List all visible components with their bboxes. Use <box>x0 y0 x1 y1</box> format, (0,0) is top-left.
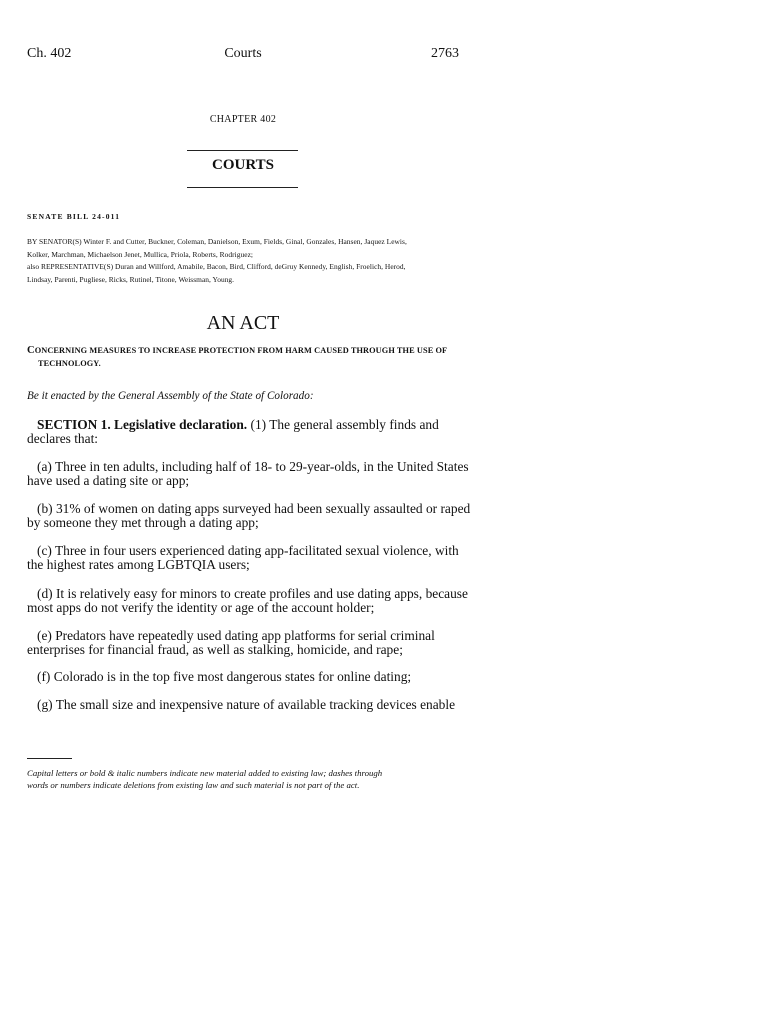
section-1-line <box>27 418 459 432</box>
bill-number: SENATE BILL 24-011 <box>27 212 121 221</box>
concerning-line-2: TECHNOLOGY. <box>38 358 101 368</box>
declaration-paragraph-g <box>27 698 459 712</box>
chapter-reference: Ch. 402 <box>27 46 72 61</box>
sponsors-line: also REPRESENTATIVE(S) Duran and Willford, Amabile, Bacon, Bird, Clifford, deGruy Kennedy, English, Froelich, Herod, <box>27 262 406 272</box>
concerning-line <box>27 345 467 358</box>
paragraph-line: (f) Colorado is in the top five most dangerous states for online dating; <box>37 669 412 684</box>
sponsors-line: BY SENATOR(S) Winter F. and Cutter, Buckner, Coleman, Danielson, Exum, Fields, Ginal, Gonzales, Hansen, Jaquez Lewis, <box>27 237 407 246</box>
paragraph-line: (b) 31% of women on dating apps surveyed had been sexually assaulted or raped <box>37 501 471 516</box>
paragraph-line: (g) The small size and inexpensive nature of available tracking devices enable <box>37 697 456 712</box>
title-rule-top <box>187 150 298 151</box>
paragraph-line: (d) It is relatively easy for minors to create profiles and use dating apps, because <box>37 586 468 601</box>
running-header <box>27 46 459 64</box>
paragraph-line: (a) Three in ten adults, including half of 18- to 29-year-olds, in the United States <box>37 459 469 474</box>
declaration-paragraph-a <box>27 459 469 488</box>
declaration-paragraph-e <box>27 629 459 656</box>
section-1-paragraph <box>27 418 459 445</box>
concerning-text: ONCERNING MEASURES TO INCREASE PROTECTION FROM HARM CAUSED THROUGH THE USE OF <box>34 346 448 355</box>
enacting-clause: Be it enacted by the General Assembly of the State of Colorado: <box>27 390 314 402</box>
paragraph-line: by someone they met through a dating app; <box>27 514 259 530</box>
section-1-text: (1) The general assembly finds and <box>247 417 439 432</box>
concerning-clause <box>27 345 467 370</box>
section-1-heading: SECTION 1. Legislative declaration. <box>37 417 248 432</box>
chapter-label: CHAPTER 402 <box>209 114 277 125</box>
declaration-paragraph-c <box>27 544 459 571</box>
footnote-line: Capital letters or bold & italic numbers indicate new material added to existing law; dashes through <box>27 768 383 778</box>
title-rule-bottom <box>187 187 298 188</box>
document-title: COURTS <box>212 157 274 173</box>
concerning-initial: C <box>27 345 35 356</box>
footnote-rule <box>27 758 72 759</box>
paragraph-line: the highest rates among LGBTQIA users; <box>27 556 250 572</box>
declaration-paragraph-f <box>27 670 459 684</box>
sponsors-block <box>27 236 467 286</box>
paragraph-line: enterprises for financial fraud, as well as stalking, homicide, and rape; <box>27 641 403 657</box>
paragraph-line: (e) Predators have repeatedly used dating app platforms for serial criminal <box>37 628 435 643</box>
footnote <box>27 767 467 792</box>
declaration-paragraph-b <box>27 501 471 530</box>
section-name: Courts <box>224 46 262 61</box>
sponsors-line: Kolker, Marchman, Michaelson Jenet, Mullica, Priola, Roberts, Rodriguez; <box>27 249 253 259</box>
paragraph-line: most apps do not verify the identity or age of the account holder; <box>27 599 375 615</box>
declaration-paragraph-d <box>27 586 468 615</box>
section-1-line-2: declares that: <box>27 430 99 446</box>
sponsors-line: Lindsay, Parenti, Pugliese, Ricks, Rutinel, Titone, Weissman, Young. <box>27 274 235 284</box>
paragraph-line: have used a dating site or app; <box>27 472 190 488</box>
act-heading: AN ACT <box>206 312 280 334</box>
paragraph-line: (c) Three in four users experienced dating app-facilitated sexual violence, with <box>37 543 459 558</box>
page-number: 2763 <box>431 46 459 61</box>
footnote-line: words or numbers indicate deletions from existing law and such material is not part of the act. <box>27 780 360 791</box>
